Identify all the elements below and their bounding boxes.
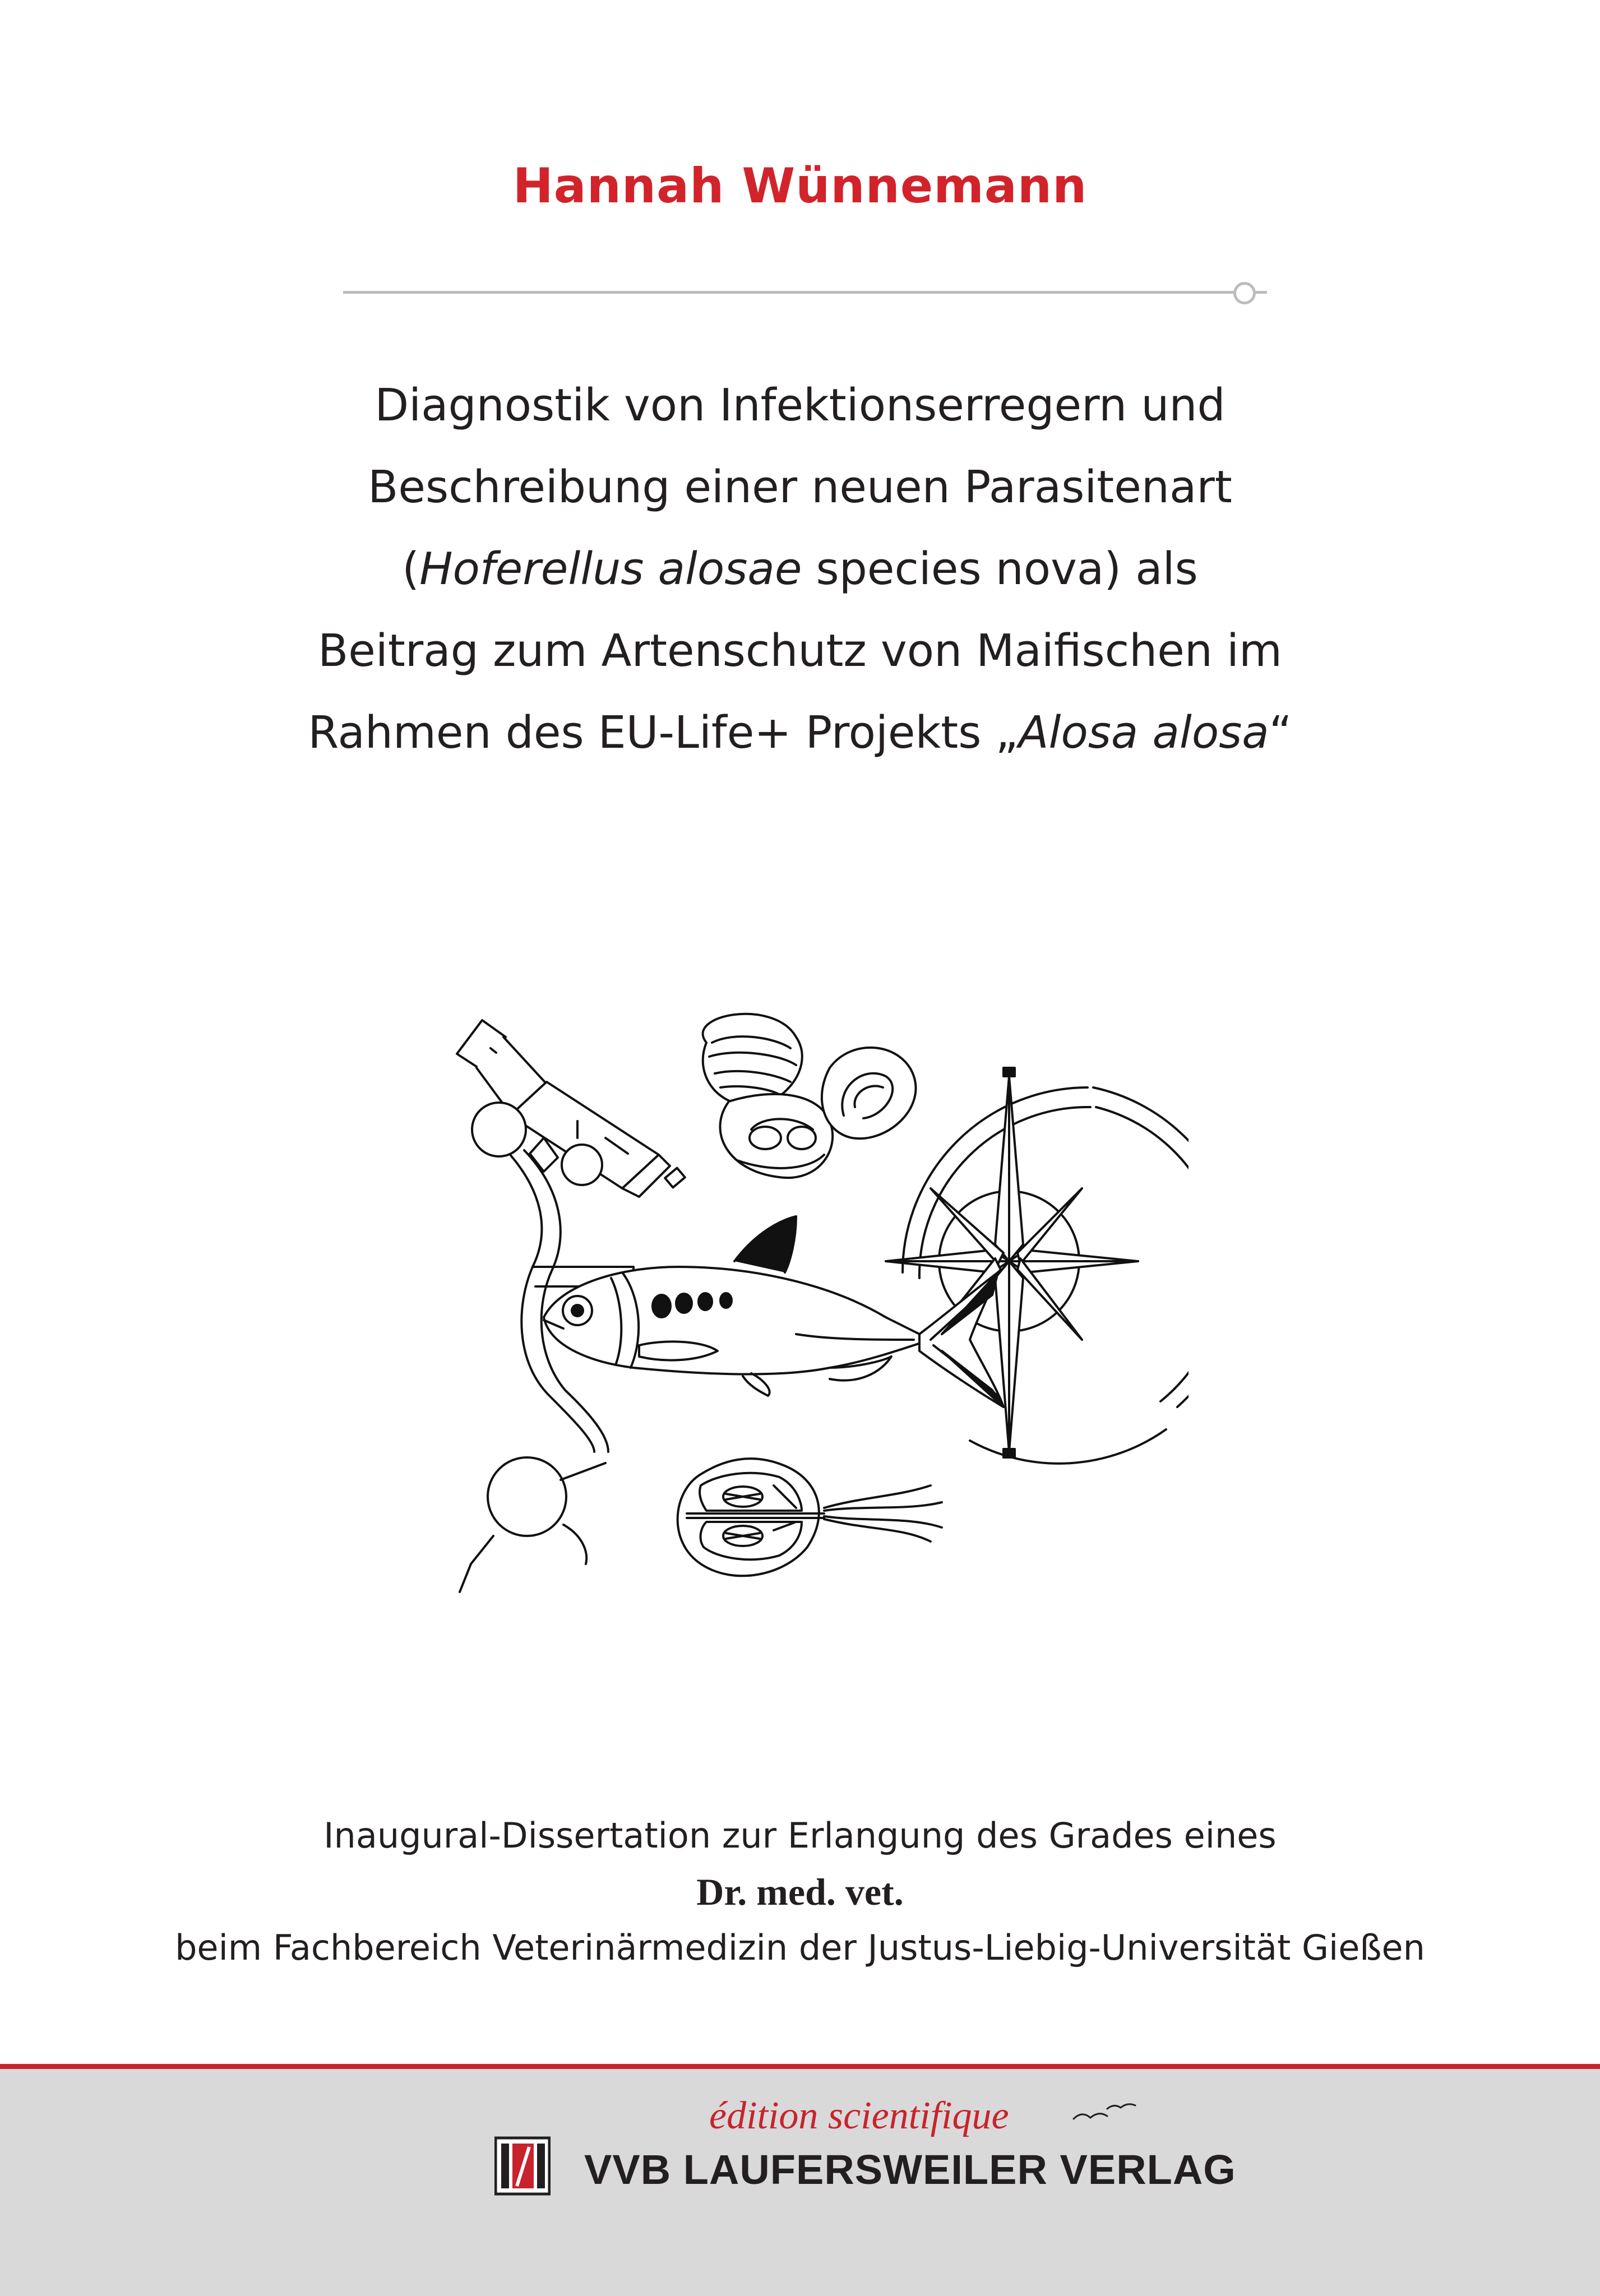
birds-icon — [1068, 2096, 1141, 2130]
title-paren-open: ( — [402, 543, 420, 595]
dissertation-info — [0, 1808, 1600, 1976]
title-line-2: Beschreibung einer neuen Parasitenart — [368, 461, 1232, 513]
cover-illustration — [437, 1003, 1189, 1642]
project-name: Alosa alosa — [1018, 707, 1269, 758]
title-line-1: Diagnostik von Infektionserregern und — [374, 379, 1226, 431]
thesis-title — [0, 364, 1600, 774]
myxozoan-spore-drawing — [678, 1459, 942, 1576]
degree: Dr. med. vet. — [696, 1871, 904, 1913]
title-line-3 — [0, 528, 1600, 610]
title-line-5-prefix: Rahmen des EU-Life+ Projekts „ — [308, 707, 1019, 758]
species-name: Hoferellus alosae — [419, 543, 802, 595]
dissertation-line-1: Inaugural-Dissertation zur Erlangung des Grades eines — [323, 1815, 1277, 1856]
title-line-5 — [0, 692, 1600, 774]
spore-drawings-top — [703, 1014, 916, 1178]
edition-scientifique: édition scientifique — [709, 2094, 1009, 2137]
fish-drawing — [544, 1216, 1004, 1407]
divider-line — [343, 291, 1234, 294]
divider-tail — [1256, 291, 1267, 294]
footer-red-line — [0, 2064, 1600, 2069]
title-quote-close: “ — [1269, 707, 1292, 758]
publisher-name: VVB LAUFERSWEILER VERLAG — [584, 2146, 1236, 2193]
title-line-4: Beitrag zum Artenschutz von Maifischen im — [318, 625, 1282, 677]
dissertation-line-3: beim Fachbereich Veterinärmedizin der Justus-Liebig-Universität Gießen — [175, 1927, 1425, 1968]
divider-end-circle — [1233, 282, 1256, 304]
title-line-3-rest: species nova) als — [802, 543, 1198, 595]
author-name: Hannah Wünnemann — [512, 158, 1088, 214]
compass-rose-drawing — [886, 1068, 1189, 1464]
publisher-logo-icon — [494, 2136, 551, 2196]
